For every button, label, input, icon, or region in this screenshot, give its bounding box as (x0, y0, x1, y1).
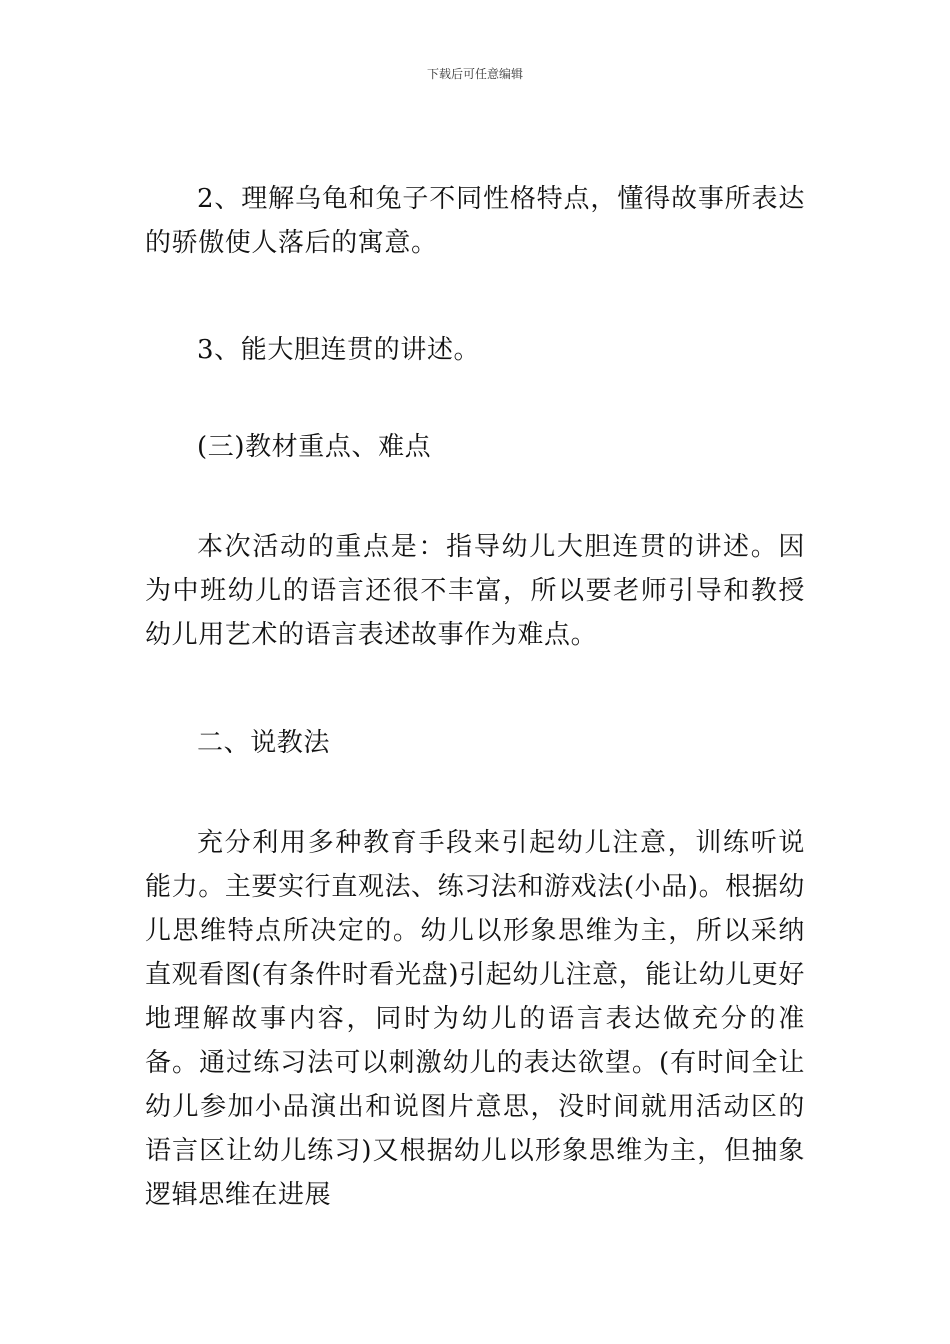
section-heading-key-points: (三)教材重点、难点 (197, 432, 432, 462)
page-header: 下载后可任意编辑 (426, 67, 523, 81)
paragraph-teaching-method: 充分利用多种教育手段来引起幼儿注意，训练听说能力。主要实行直观法、练习法和游戏法(小品)。根据幼儿思维特点所决定的。幼儿以形象思维为主，所以采纳直观看图(有条件时看光盘)引起幼儿注意，能让幼儿更好地理解故事内容，同时为幼儿的语言表达做充分的准备。通过练习法可以刺激幼儿的表达欲望。(有时间全让幼儿参加小品演出和说图片意思，没时间就用活动区的语言区让幼儿练习)又根据幼儿以形象思维为主，但抽象逻辑思维在进展 (145, 828, 805, 1210)
paragraph-objective-2: 2、理解乌龟和兔子不同性格特点，懂得故事所表达的骄傲使人落后的寓意。 (145, 184, 805, 258)
paragraph-key-points: 本次活动的重点是：指导幼儿大胆连贯的讲述。因为中班幼儿的语言还很不丰富，所以要老师引导和教授幼儿用艺术的语言表述故事作为难点。 (145, 532, 805, 650)
section-heading-teaching-method: 二、说教法 (197, 728, 331, 758)
paragraph-objective-3: 3、能大胆连贯的讲述。 (197, 335, 481, 365)
